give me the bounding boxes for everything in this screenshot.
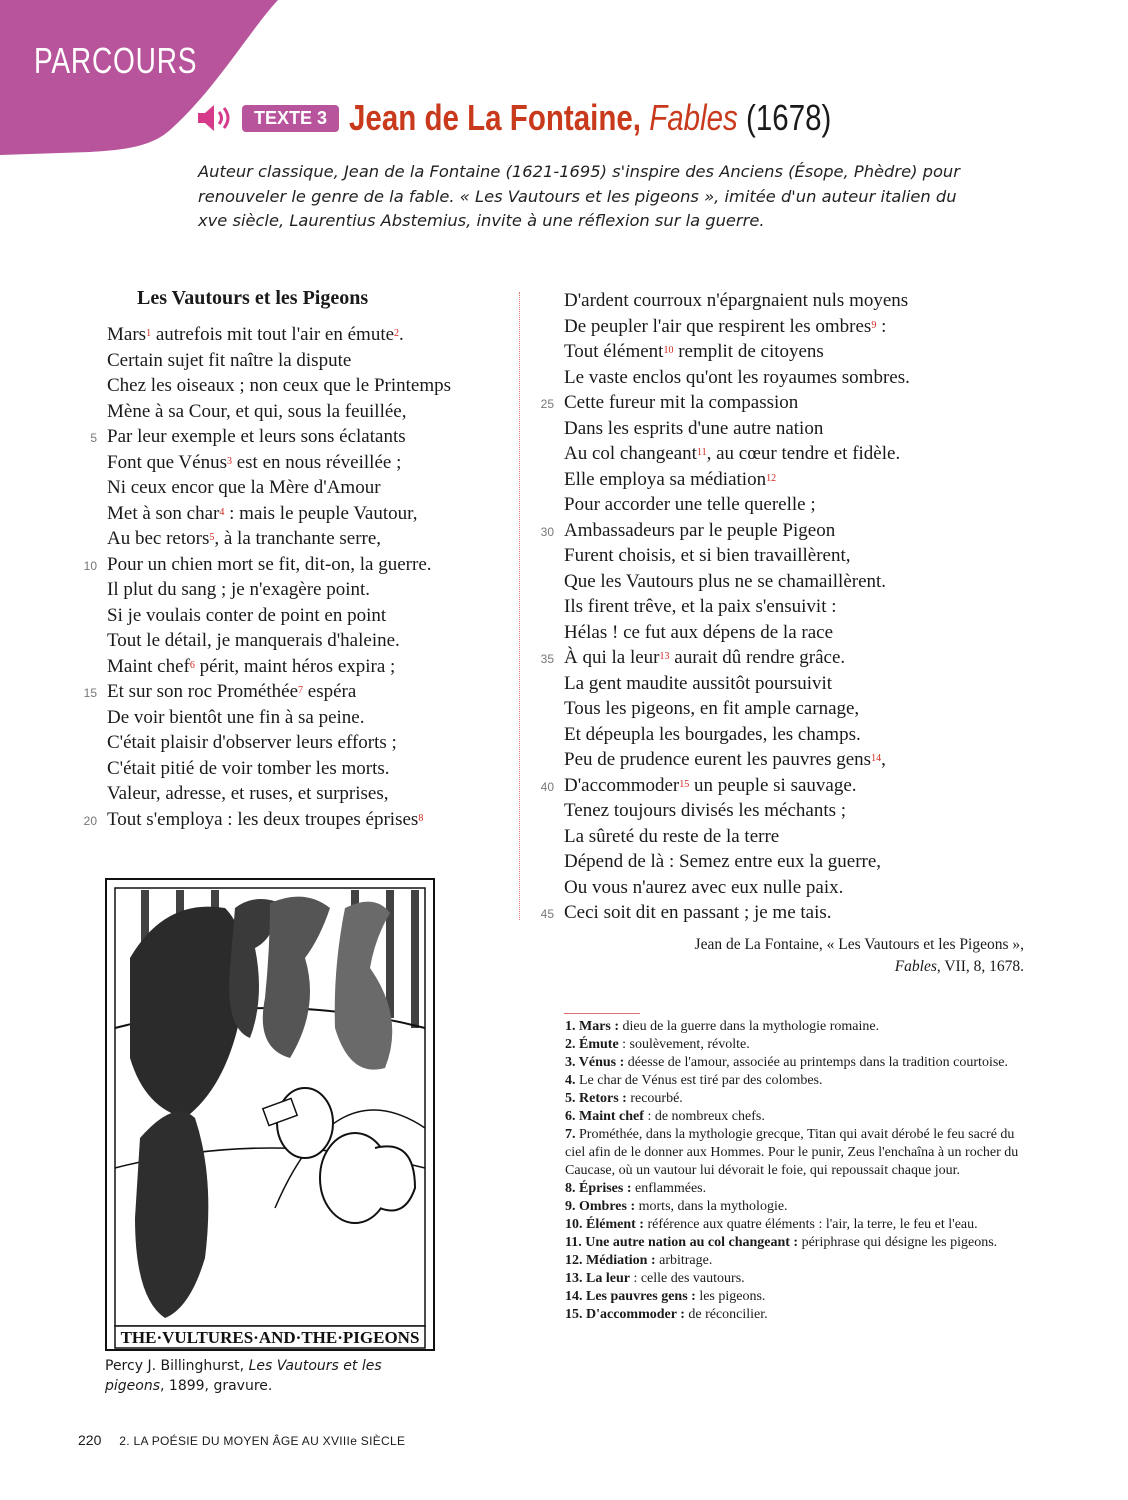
footnote-ref: 11 xyxy=(696,447,707,458)
footnote: 1. Mars : dieu de la guerre dans la mythologie romaine. xyxy=(565,1019,880,1034)
line-number: 5 xyxy=(90,431,97,445)
poem-line: Peu de prudence eurent les pauvres gens$^{14}$, xyxy=(564,749,886,770)
footnote-ref: 4 xyxy=(219,506,225,518)
poem-line: Tenez toujours divisés les méchants ; xyxy=(564,800,847,821)
footnote-ref: 7 xyxy=(298,685,304,696)
line-number: 45 xyxy=(540,907,554,921)
footnote-ref: 6 xyxy=(189,659,195,671)
poem-line: Certain sujet fit naître la dispute xyxy=(107,349,352,371)
line-number: 15 xyxy=(83,686,97,700)
engraving-banner: THE·VULTURES·AND·THE·PIGEONS xyxy=(120,1328,420,1347)
poem-line: Tout le détail, je manquerais d'haleine. xyxy=(107,630,400,651)
poem-line: Ils firent trêve, et la paix s'ensuivit : xyxy=(564,596,837,617)
line-number: 30 xyxy=(540,524,554,539)
page-number: 220 xyxy=(78,1432,102,1448)
poem-line: Mars$^1$ autrefois mit tout l'air en émute$^2$. xyxy=(107,324,404,345)
poem-line: Chez les oiseaux ; non ceux que le Printemps xyxy=(107,375,452,396)
footnote-ref: 10 xyxy=(663,345,674,356)
footnote: 11. Une autre nation au col changeant : périphrase qui désigne les pigeons. xyxy=(565,1235,998,1250)
footnote-ref: 9 xyxy=(871,319,877,331)
poem-line: Au col changeant$^{11}$, au cœur tendre et fidèle. xyxy=(564,443,901,464)
footnote-ref: 14 xyxy=(871,753,882,764)
poem-line: De peupler l'air que respirent les ombres$^9$ : xyxy=(564,315,887,337)
poem-line: 20 Tout s'employa : les deux troupes éprises$^8$ xyxy=(107,807,451,833)
poem-line: 15 Et sur son roc Prométhée$^7$ espéra xyxy=(107,679,451,705)
poem-line: 25 Cette fureur mit la compassion xyxy=(564,390,910,416)
poem-line: Font que Vénus$^3$ est en nous réveillée ; xyxy=(107,451,402,473)
poem-line: Met à son char$^4$ : mais le peuple Vautour, xyxy=(107,502,418,524)
poem-line: Que les Vautours plus ne se chamaillèrent. xyxy=(564,570,887,592)
image-caption: Percy J. Billinghurst, Les Vautours et les pigeons, 1899, gravure. xyxy=(105,1358,382,1394)
poem-line: 45 Ceci soit dit en passant ; je me tais. xyxy=(564,900,910,926)
poem-line: Dans les esprits d'une autre nation xyxy=(564,417,824,439)
poem-line: Elle employa sa médiation$^{12}$ xyxy=(564,468,777,490)
line-number: 35 xyxy=(540,652,554,666)
footnote: 4. Le char de Vénus est tiré par des colombes. xyxy=(565,1073,823,1088)
footnote-ref: 15 xyxy=(679,778,690,790)
footnote-ref: 12 xyxy=(766,472,777,484)
poem-line: 10 Pour un chien mort se fit, dit-on, la guerre. xyxy=(107,552,451,578)
poem-line: Le vaste enclos qu'ont les royaumes sombres. xyxy=(564,366,910,388)
speaker-icon[interactable] xyxy=(196,103,236,133)
poem-line: Tous les pigeons, en fit ample carnage, xyxy=(564,698,860,719)
footnote: 8. Éprises : enflammées. xyxy=(565,1181,707,1196)
line-number: 25 xyxy=(540,397,554,411)
poem-line: 5 Par leur exemple et leurs sons éclatants xyxy=(107,424,451,450)
poem-line: De voir bientôt une fin à sa peine. xyxy=(107,706,365,728)
footnote: 13. La leur : celle des vautours. xyxy=(565,1271,745,1286)
poem-line: 35 À qui la leur$^{13}$ aurait dû rendre grâce. xyxy=(564,645,910,671)
title-bar xyxy=(196,96,937,140)
poem-line: Ni ceux encor que la Mère d'Amour xyxy=(107,477,381,498)
footnote-rule xyxy=(564,1013,640,1014)
poem-line: Pour accorder une telle querelle ; xyxy=(564,494,816,515)
poem-line: Mène à sa Cour, et qui, sous la feuillée, xyxy=(107,400,407,422)
engraving-image xyxy=(105,878,435,1351)
poem-line: Tout élément$^{10}$ remplit de citoyens xyxy=(564,341,824,362)
poem-line: Et dépeupla les bourgades, les champs. xyxy=(564,723,861,745)
line-number: 20 xyxy=(83,813,97,828)
section-label: PARCOURS xyxy=(34,40,198,81)
chapter-title: 2. LA POÉSIE DU MOYEN ÂGE AU XVIIIe SIÈCLE xyxy=(119,1434,406,1448)
poem-line: Au bec retors$^5$, à la tranchante serre, xyxy=(107,528,382,549)
poem-title: Les Vautours et les Pigeons xyxy=(137,287,369,309)
poem-line: C'était pitié de voir tomber les morts. xyxy=(107,757,390,779)
poem-line: Dépend de là : Semez entre eux la guerre, xyxy=(564,851,882,872)
footnote: 3. Vénus : déesse de l'amour, associée au printemps dans la tradition courtoise. xyxy=(565,1055,1009,1070)
footnote: 12. Médiation : arbitrage. xyxy=(565,1253,713,1268)
footnote-ref: 3 xyxy=(226,455,232,467)
intro-text: Auteur classique, Jean de la Fontaine (1621-1695) s'inspire des Anciens (Ésope, Phèdre) pour renouveler le genre de la fable. « Les Vautours et les pigeons », imitée d'un auteur italien du xve siècle, Laurentius Abstemius, invite à une réflexion sur la guerre. xyxy=(198,162,960,230)
text-badge: TEXTE 3 xyxy=(242,105,339,132)
poem-line: Valeur, adresse, et ruses, et surprises, xyxy=(107,783,389,804)
poem-line: Hélas ! ce fut aux dépens de la race xyxy=(564,621,834,643)
poem-line: D'ardent courroux n'épargnaient nuls moyens xyxy=(564,290,909,311)
line-number: 40 xyxy=(540,779,554,794)
poem-line: La gent maudite aussitôt poursuivit xyxy=(564,672,833,694)
line-number: 10 xyxy=(83,558,97,573)
footnote-ref: 2 xyxy=(394,328,400,339)
poem-line: Ou vous n'aurez avec eux nulle paix. xyxy=(564,876,844,898)
footnote-ref: 8 xyxy=(418,812,424,824)
poem-line: 30 Ambassadeurs par le peuple Pigeon xyxy=(564,518,910,544)
poem-line: Il plut du sang ; je n'exagère point. xyxy=(107,579,371,600)
column-divider xyxy=(519,292,520,920)
footnote-ref: 1 xyxy=(146,328,152,339)
footnote: 6. Maint chef : de nombreux chefs. xyxy=(565,1109,765,1124)
poem-attribution: Jean de La Fontaine, « Les Vautours et les Pigeons », Fables, VII, 8, 1678. xyxy=(694,936,1024,975)
footnote-ref: 13 xyxy=(659,651,670,662)
footnotes xyxy=(565,1018,1035,1324)
poem-line: La sûreté du reste de la terre xyxy=(564,825,780,847)
poem-line: 40 D'accommoder$^{15}$ un peuple si sauvage. xyxy=(564,773,910,799)
page-footer xyxy=(78,1432,405,1448)
footnote: 14. Les pauvres gens : les pigeons. xyxy=(565,1289,766,1304)
poem-line: Maint chef$^6$ périt, maint héros expira ; xyxy=(107,655,396,677)
footnote: 10. Élément : référence aux quatre éléments : l'air, la terre, le feu et l'eau. xyxy=(565,1217,978,1232)
footnote: 7. Prométhée, dans la mythologie grecque, Titan qui avait dérobé le feu sacré du ciel afin de le donner aux Hommes. Pour le punir, Zeus l'enchaîna à un rocher du Caucase, où un vautour lui dévorait le foie, qui repoussait chaque jour. xyxy=(565,1127,1019,1178)
footnote: 2. Émute : soulèvement, révolte. xyxy=(565,1037,750,1052)
poem-line: Furent choisis, et si bien travaillèrent, xyxy=(564,545,851,566)
poem-line: Si je voulais conter de point en point xyxy=(107,604,387,626)
page-title: Jean de La Fontaine, Fables (1678) xyxy=(349,97,832,138)
footnote: 5. Retors : recourbé. xyxy=(565,1091,683,1106)
poem-column-left xyxy=(83,322,452,832)
poem-column-right xyxy=(540,288,910,926)
footnote: 15. D'accommoder : de réconcilier. xyxy=(565,1307,768,1322)
footnote-ref: 5 xyxy=(209,532,215,543)
poem-line: C'était plaisir d'observer leurs efforts ; xyxy=(107,732,397,753)
footnote: 9. Ombres : morts, dans la mythologie. xyxy=(565,1199,788,1214)
